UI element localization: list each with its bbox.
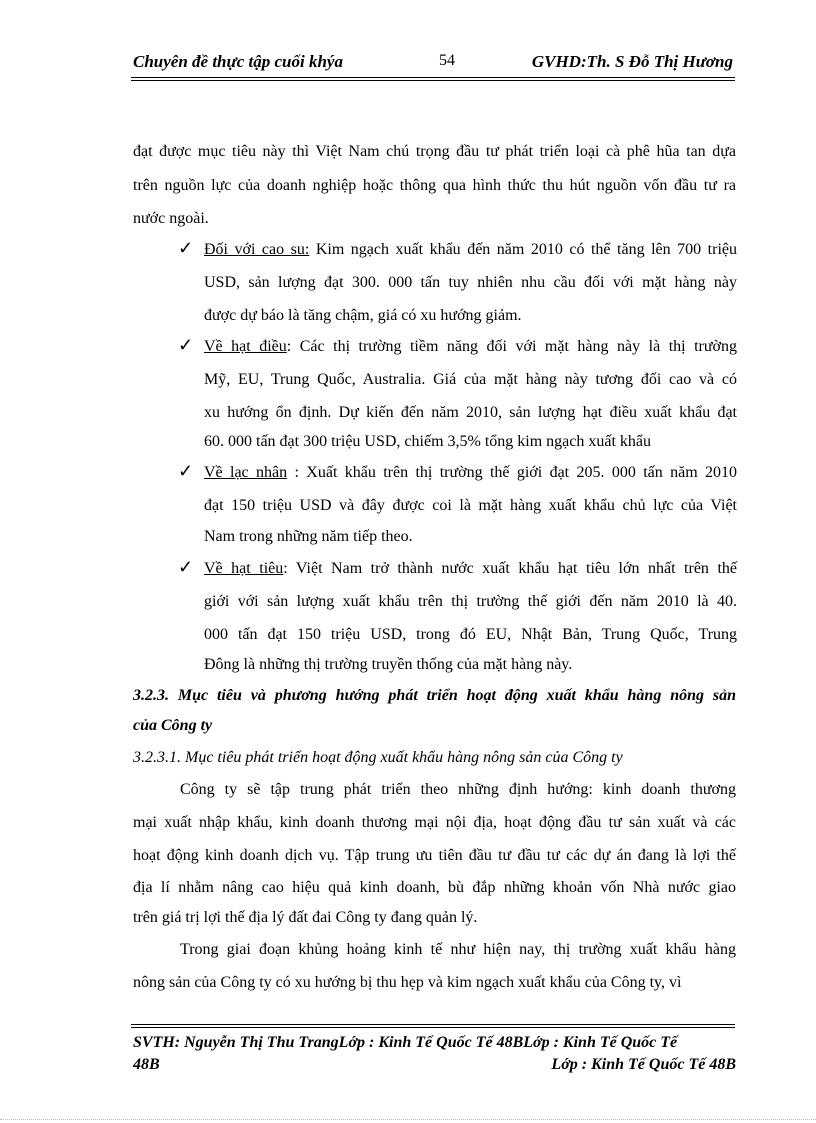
paragraph-line: nông sản của Công ty có xu hướng bị thu hẹp và kim ngạch xuất khẩu của Công ty, vì xyxy=(133,974,682,991)
bullet-line: giới với sản lượng xuất khẩu trên thị trường thế giới đến năm 2010 là 40. xyxy=(204,593,737,610)
checkmark-icon: ✓ xyxy=(178,461,194,481)
paragraph-line: địa lí nhằm nâng cao hiệu quả kinh doanh, bù đắp những khoản vốn Nhà nước giao xyxy=(133,879,736,896)
bullet-line: 000 tấn đạt 150 triệu USD, trong đó EU, Nhật Bản, Trung Quốc, Trung xyxy=(204,626,737,643)
footer-line: SVTH: Nguyễn Thị Thu TrangLớp : Kinh Tế Quốc Tế 48BLớp : Kinh Tế Quốc Tế xyxy=(133,1034,678,1051)
header-supervisor: GVHD:Th. S Đỗ Thị Hương xyxy=(531,52,733,71)
page-header xyxy=(133,50,733,76)
paragraph-line: hoạt động kinh doanh dịch vụ. Tập trung ưu tiên đầu tư đầu tư các dự án đang là lợi thế xyxy=(133,847,736,864)
intro-line: đạt được mục tiêu này thì Việt Nam chú trọng đầu tư phát triển loại cà phê hũa tan dựa xyxy=(133,143,736,160)
bullet-label: Đối với cao su: xyxy=(204,241,310,258)
header-rule xyxy=(131,77,735,81)
bullet-line: 60. 000 tấn đạt 300 triệu USD, chiếm 3,5% tổng kim ngạch xuất khẩu xyxy=(204,433,652,450)
footer-rule xyxy=(131,1024,735,1028)
bullet-line: xu hướng ổn định. Dự kiến đến năm 2010, sản lượng hạt điều xuất khẩu đạt xyxy=(204,404,737,421)
bullet-label: Về hạt điều xyxy=(204,338,287,355)
checkmark-icon: ✓ xyxy=(178,335,194,355)
checkmark-icon: ✓ xyxy=(178,238,194,258)
paragraph-line: Trong giai đoạn khủng hoảng kinh tế như hiện nay, thị trường xuất khẩu hàng xyxy=(180,941,736,958)
bullet-line: USD, sản lượng đạt 300. 000 tấn tuy nhiên nhu cầu đối với mặt hàng này xyxy=(204,274,737,291)
checkmark-icon: ✓ xyxy=(178,557,194,577)
bullet-line: Về hạt tiêu: Việt Nam trở thành nước xuất khẩu hạt tiêu lớn nhất trên thế xyxy=(204,560,737,577)
header-title: Chuyên đề thực tập cuối khýa xyxy=(133,52,343,71)
bullet-line: được dự báo là tăng chậm, giá có xu hướng giảm. xyxy=(204,307,522,324)
page-number: 54 xyxy=(439,52,455,69)
section-heading-cont: của Công ty xyxy=(133,717,213,734)
bullet-label: Về hạt tiêu xyxy=(204,560,284,577)
paragraph-line: mại xuất nhập khẩu, kinh doanh thương mại nội địa, hoạt động đầu tư sản xuất và các xyxy=(133,814,736,831)
intro-line: nước ngoài. xyxy=(133,210,209,227)
bullet-line: đạt 150 triệu USD và đây được coi là mặt hàng xuất khẩu chủ lực của Việt xyxy=(204,497,737,514)
paragraph-line: Công ty sẽ tập trung phát triển theo những định hướng: kinh doanh thương xyxy=(180,781,736,798)
bullet-line: Về lạc nhân : Xuất khẩu trên thị trường thế giới đạt 205. 000 tấn năm 2010 xyxy=(204,464,738,481)
intro-line: trên nguồn lực của doanh nghiệp hoặc thông qua hình thức thu hút nguồn vốn đầu tư ra xyxy=(133,177,736,194)
subsection-heading: 3.2.3.1. Mục tiêu phát triển hoạt động xuất khẩu hàng nông sản của Công ty xyxy=(133,749,623,766)
bullet-label: Về lạc nhân xyxy=(204,464,288,481)
bullet-line: Đông là những thị trường truyền thống của mặt hàng này. xyxy=(204,656,573,673)
paragraph-line: trên giá trị lợi thế địa lý đất đai Công ty đang quản lý. xyxy=(133,909,478,926)
bullet-line: Về hạt điều: Các thị trường tiềm năng đối với mặt hàng này là thị trường xyxy=(204,338,738,355)
bullet-line: Đối với cao su: Kim ngạch xuất khẩu đến năm 2010 có thể tăng lên 700 triệu xyxy=(204,241,738,258)
bullet-line: Nam trong những năm tiếp theo. xyxy=(204,528,413,545)
footer-class-code: 48B xyxy=(133,1056,160,1073)
section-heading: 3.2.3. Mục tiêu và phương hướng phát triển hoạt động xuất khẩu hàng nông sản xyxy=(133,687,736,704)
page-edge xyxy=(0,1119,816,1120)
footer-class: Lớp : Kinh Tế Quốc Tế 48B xyxy=(551,1056,736,1073)
bullet-line: Mỹ, EU, Trung Quốc, Australia. Giá của mặt hàng này tương đối cao và có xyxy=(204,371,737,388)
